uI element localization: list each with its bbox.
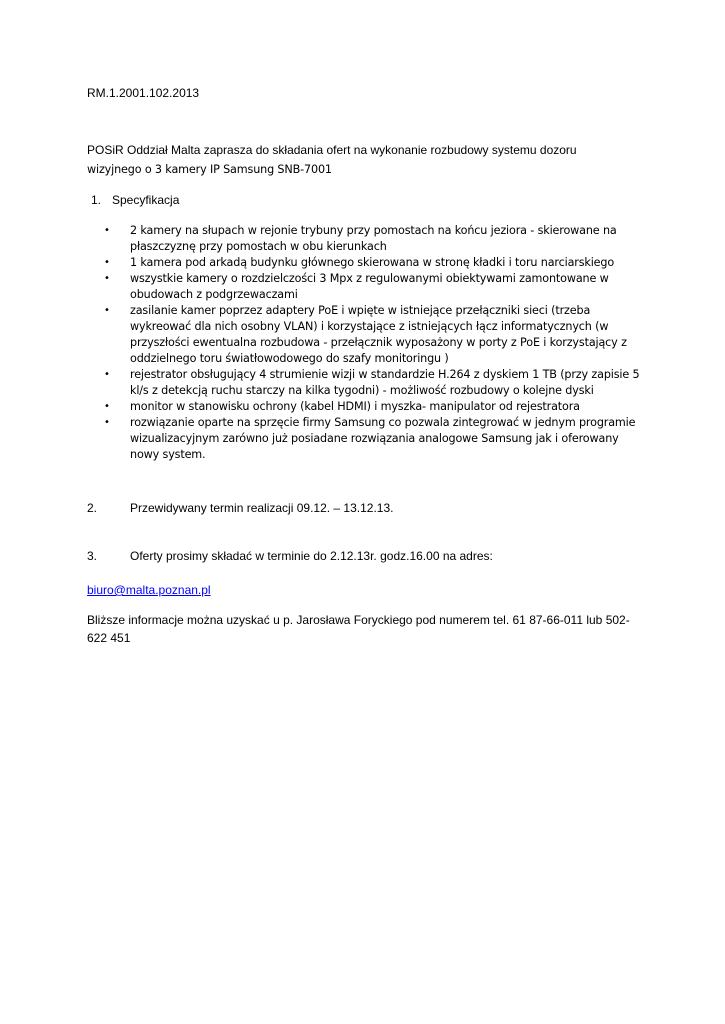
bullet-marker: • <box>104 417 110 428</box>
section-3-number: 3. <box>87 549 98 563</box>
section-2-text: Przewidywany termin realizacji 09.12. – 13.12.13. <box>130 501 394 515</box>
section-3-text: Oferty prosimy składać w terminie do 2.12.13r. godz.16.00 na adres: <box>130 549 493 563</box>
bullet-text-line: zasilanie kamer poprzez adaptery PoE i wpięte w istniejące przełączniki sieci (trzeba <box>130 304 591 317</box>
section-2-number: 2. <box>87 501 98 515</box>
bullet-marker: • <box>104 273 110 284</box>
bullet-text-line: oddzielnego toru światłowodowego do szafy monitoringu ) <box>130 352 449 365</box>
bullet-text-line: obudowach z podgrzewaczami <box>130 288 298 301</box>
spec-bullet-item <box>104 415 664 463</box>
bullet-marker: • <box>104 225 110 236</box>
spec-bullet-item <box>104 271 664 303</box>
bullet-text-line: nowy system. <box>130 448 206 461</box>
intro-line-2: wizyjnego o 3 kamery IP Samsung SNB-7001 <box>87 163 332 176</box>
bullet-marker: • <box>104 305 110 316</box>
spec-section-title: Specyfikacja <box>112 193 180 207</box>
spec-bullet-item <box>104 255 664 271</box>
email-link[interactable]: biuro@malta.poznan.pl <box>87 583 211 597</box>
contact-info-line-2: 622 451 <box>87 631 131 645</box>
bullet-text-line: wykreować dla nich osobny VLAN) i korzystające z istniejących łącz informatycznych (w <box>130 320 609 333</box>
bullet-text-line: rozwiązanie oparte na sprzęcie firmy Samsung co pozwala zintegrować w jednym programie <box>130 416 636 429</box>
contact-info-line-1: Bliższe informacje można uzyskać u p. Jarosława Foryckiego pod numerem tel. 61 87-66-011 lub 502- <box>87 613 630 627</box>
spec-bullet-item <box>104 399 664 415</box>
bullet-text-line: 1 kamera pod arkadą budynku głównego skierowana w stronę kładki i toru narciarskiego <box>130 256 615 269</box>
bullet-marker: • <box>104 257 110 268</box>
bullet-text-line: wizualizacyjnym zarówno już posiadane rozwiązania analogowe Samsung jak i oferowany <box>130 432 619 445</box>
bullet-text-line: monitor w stanowisku ochrony (kabel HDMI) i myszka- manipulator od rejestratora <box>130 400 580 413</box>
spec-bullet-item <box>104 303 664 367</box>
bullet-text-line: rejestrator obsługujący 4 strumienie wizji w standardzie H.264 z dyskiem 1 TB (przy zapisie 5 <box>130 368 640 381</box>
bullet-text-line: wszystkie kamery o rozdzielczości 3 Mpx z regulowanymi obiektywami zamontowane w <box>130 272 609 285</box>
bullet-text-line: 2 kamery na słupach w rejonie trybuny przy pomostach na końcu jeziora - skierowane na <box>130 224 617 237</box>
spec-bullet-item <box>104 223 664 255</box>
document-reference: RM.1.2001.102.2013 <box>87 86 200 100</box>
bullet-text-line: przyszłości ewentualna rozbudowa - przełącznik wyposażony w porty z PoE i korzystający z <box>130 336 627 349</box>
bullet-text-line: kl/s z detekcją ruchu starczy na kilka tygodni) - możliwość rozbudowy o kolejne dyski <box>130 384 594 397</box>
spec-section-number: 1. <box>91 193 102 207</box>
bullet-marker: • <box>104 401 110 412</box>
bullet-marker: • <box>104 369 110 380</box>
spec-bullet-item <box>104 367 664 399</box>
bullet-text-line: płaszczyznę przy pomostach w obu kierunkach <box>130 240 387 253</box>
intro-line-1: POSiR Oddział Malta zaprasza do składania ofert na wykonanie rozbudowy systemu dozoru <box>87 143 577 157</box>
spec-bullet-list <box>104 223 664 463</box>
